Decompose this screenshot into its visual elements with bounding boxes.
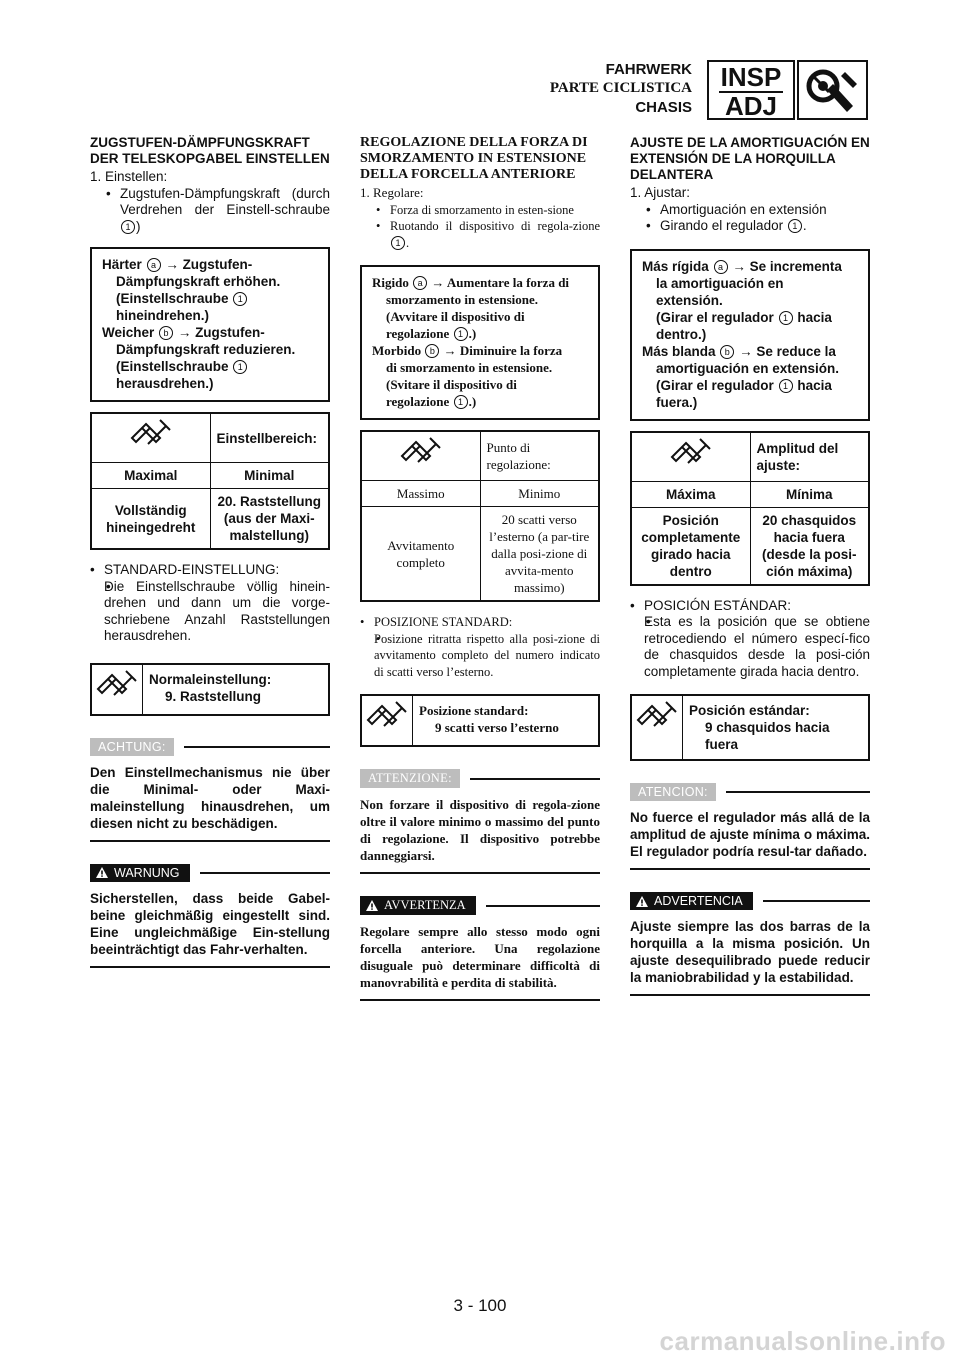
header-title-de: FAHRWERK [605,61,692,78]
box-text: → Aumentare la forza di [431,275,570,290]
bullet-text: Girando el regulador [660,218,784,233]
adjust-direction-box [360,265,600,420]
box-text: la amortiguación en [656,275,784,291]
box-text: hacia [797,377,832,393]
box-text: (Svitare il dispositivo di [386,377,517,392]
column-german [90,135,330,968]
bullet-text: Ruotando il dispositivo di regola-zione [390,219,600,233]
section-header [550,60,692,117]
marker-1-icon: 1 [233,292,247,306]
bullet-continuation [630,218,870,235]
warning-tag [360,896,476,915]
marker-1-icon: 1 [391,236,405,250]
spec-wrench-icon [631,432,750,482]
warning-tag-label: WARNUNG [114,865,180,880]
bullet-continuation [360,218,600,251]
box-text: Morbido [372,343,422,358]
box-text: herausdrehen.) [116,376,214,391]
marker-1-icon: 1 [788,219,802,233]
standard-label: Posición estándar: [689,703,810,718]
column-italian [360,135,600,1001]
bullet-body: • Die Einstellschraube völlig hinein-drehen und dann um die vorge-schriebene Anzahl Raststellungen herausdrehen. [90,579,330,645]
min-header: Mínima [750,481,869,507]
marker-b-icon: b [425,344,439,358]
box-text: Dämpfungskraft reduzieren. [116,342,296,357]
box-text: → Se incrementa [732,258,842,274]
marker-1-icon: 1 [779,379,793,393]
adjustment-range-table [630,431,870,586]
max-header: Maximal [91,463,210,489]
bullet-item [630,202,870,219]
bullet-text-end: . [802,218,807,233]
bullet-body: • Posizione ritratta rispetto alla posi-zione di avvitamento completo del numero indicato di scatti verso l’esterno. [360,631,600,681]
caution-text: Non forzare il dispositivo di regola-zione oltre il valore minimo o massimo del punto di regolazione. Il dispositivo potrebbe danneggiarsi. [360,796,600,874]
wrench-gauge-icon [797,60,868,120]
warning-header [90,864,330,882]
warning-rule [200,872,330,874]
bullet-item [90,186,330,236]
marker-1-icon: 1 [121,220,135,234]
bullet-item [360,614,600,631]
standard-value: 9. Raststellung [165,688,262,704]
standard-setting-box [90,663,330,716]
warning-header [630,892,870,910]
caution-rule [726,791,870,793]
box-text: Dämpfungskraft erhöhen. [116,274,281,289]
box-text: Más blanda [642,343,716,359]
standard-value: 9 chasquidos hacia fuera [705,720,830,752]
warning-tag-label: AVVERTENZA [384,898,466,912]
box-text: (Avvitare il dispositivo di [386,309,525,324]
box-text: (Einstellschraube [116,359,229,374]
step-1: 1. Regolare: [360,185,424,200]
standard-label: Posizione standard: [419,703,529,718]
min-header: Minimal [210,463,329,489]
box-text: hacia [797,309,832,325]
box-text: di smorzamento in estensione. [386,360,553,375]
box-text: → Diminuire la forza [443,343,563,358]
box-text: → Zugstufen- [177,325,265,340]
adjust-direction-box [630,249,870,421]
box-text: (Einstellschraube [116,291,229,306]
marker-1-icon: 1 [233,360,247,374]
bullet-title: POSICIÓN ESTÁNDAR: [644,597,792,613]
box-text: regolazione [386,326,450,341]
caution-tag: ACHTUNG: [90,738,174,756]
adjust-direction-box [90,247,330,402]
box-text: Más rígida [642,258,709,274]
watermark: carmanualsonline.info [659,1326,946,1356]
box-text: regolazione [386,394,450,409]
spec-wrench-icon [361,431,480,481]
box-text: Rigido [372,275,409,290]
adjustment-range-table [90,412,330,550]
marker-a-icon: a [147,258,161,272]
caution-rule [470,778,600,780]
warning-text: Ajuste siempre las dos barras de la horquilla a la misma posición. Un ajuste desequilibrado puede reducir la maniobrabilidad y la estabilidad. [630,918,870,996]
max-header: Massimo [361,481,480,507]
step-1: 1. Einstellen: [90,169,168,184]
warning-triangle-icon [96,867,108,878]
bullet-title: STANDARD-EINSTELLUNG: [104,562,280,577]
box-text: amortiguación en extensión. [656,360,840,376]
marker-b-icon: b [720,345,734,359]
warning-text: Sicherstellen, dass beide Gabel-beine gleichmäßig eingestellt sind. Eine ungleichmäßige Ein-stellung beeinträchtigt das Fahr-verhalten. [90,890,330,968]
caution-header [360,769,600,788]
column-spanish [630,135,870,996]
section-title: REGOLAZIONE DELLA FORZA DI SMORZAMENTO IN ESTENSIONE DELLA FORCELLA ANTERIORE [360,135,588,182]
box-text: Weicher [102,325,155,340]
caution-text: Den Einstellmechanismus nie über die Minimal- oder Maxi-maleinstellung hinausdrehen, um diesen nicht zu beschädigen. [90,764,330,842]
box-text: Härter [102,257,142,272]
box-text: .) [468,394,477,409]
box-text: .) [468,326,477,341]
warning-text: Regolare sempre allo stesso modo ogni forcella anteriore. Una regolazione disuguale può determinare difficoltà di manovrabilità e perdita di stabilità. [360,923,600,1001]
bullet-item [360,202,600,219]
bullet-text-end: ) [136,218,141,234]
header-title-es: CHASIS [635,99,692,116]
max-value: Avvitamento completo [361,507,480,602]
caution-header [90,738,330,756]
range-label: Punto di regolazione: [480,431,599,481]
adjustment-range-table [360,430,600,602]
header-title-it: PARTE CICLISTICA [549,80,692,96]
box-text: extensión. [656,292,723,308]
warning-tag [630,892,753,910]
insp-adj-badge [707,60,795,120]
marker-a-icon: a [413,276,427,290]
warning-tag-label: ADVERTENCIA [654,894,743,908]
min-value: 20. Raststellung (aus der Maxi-malstellung) [210,489,329,550]
bullet-text: Zugstufen-Dämpfungskraft (durch Verdrehen der Einstell-schraube [120,185,330,217]
box-text: → Se reduce la [739,343,836,359]
standard-setting-box [630,694,870,761]
section-title: AJUSTE DE LA AMORTIGUACIÓN EN EXTENSIÓN DE LA HORQUILLA DELANTERA [630,135,870,182]
badge-top-label: INSP [720,62,782,92]
warning-rule [763,900,870,902]
warning-tag [90,864,190,882]
min-header: Minimo [480,481,599,507]
badge-bottom-label: ADJ [724,91,777,121]
max-value: Posición completamente girado hacia dentro [631,507,750,585]
bullet-text: Amortiguación en extensión [660,201,827,217]
range-label: Amplitud del ajuste: [750,432,869,482]
box-text: dentro.) [656,326,707,342]
marker-b-icon: b [159,326,173,340]
warning-triangle-icon [636,896,648,907]
marker-a-icon: a [714,260,728,274]
min-value: 20 scatti verso l’esterno (a par-tire dalla posi-zione di avvita-mento massimo) [480,507,599,602]
step-1: 1. Ajustar: [630,185,691,200]
caution-rule [184,746,330,748]
box-text: smorzamento in estensione. [386,292,539,307]
box-text: hineindrehen.) [116,308,210,323]
max-value: Vollständig hineingedreht [91,489,210,550]
spec-wrench-icon [91,413,210,463]
standard-setting-box [360,694,600,747]
caution-tag: ATTENZIONE: [360,769,460,788]
spec-wrench-icon [632,696,683,759]
marker-1-icon: 1 [454,395,468,409]
warning-triangle-icon [366,900,378,911]
standard-label: Normaleinstellung: [149,671,272,687]
min-value: 20 chasquidos hacia fuera (desde la posi-ción máxima) [750,507,869,585]
standard-value: 9 scatti verso l’esterno [435,720,559,735]
spec-wrench-icon [92,665,143,714]
box-text: fuera.) [656,394,698,410]
spec-wrench-icon [362,696,413,745]
bullet-body: • Esta es la posición que se obtiene retrocediendo el número especí-fico de chasquidos desde la posi-ción completamente girada hacia dentro. [630,614,870,680]
caution-header [630,783,870,801]
section-title: ZUGSTUFEN-DÄMPFUNGSKRAFT DER TELESKOPGABEL EINSTELLEN [90,135,330,166]
box-text: → Zugstufen- [165,257,253,272]
caution-text: No fuerce el regulador más allá de la amplitud de ajuste mínima o máxima. El regulador podría resul-tar dañado. [630,809,870,870]
warning-header [360,896,600,915]
page-number: 3 - 100 [453,1296,507,1315]
caution-tag: ATENCION: [630,783,716,801]
bullet-title: POSIZIONE STANDARD: [374,615,513,629]
box-text: (Girar el regulador [656,309,774,325]
box-text: (Girar el regulador [656,377,774,393]
bullet-text: Forza di smorzamento in esten-sione [390,202,574,217]
bullet-item [90,562,330,579]
max-header: Máxima [631,481,750,507]
range-label: Einstellbereich: [210,413,329,463]
marker-1-icon: 1 [779,311,793,325]
bullet-text-end: . [406,235,410,250]
marker-1-icon: 1 [454,327,468,341]
warning-rule [486,905,600,907]
bullet-item [630,598,870,615]
